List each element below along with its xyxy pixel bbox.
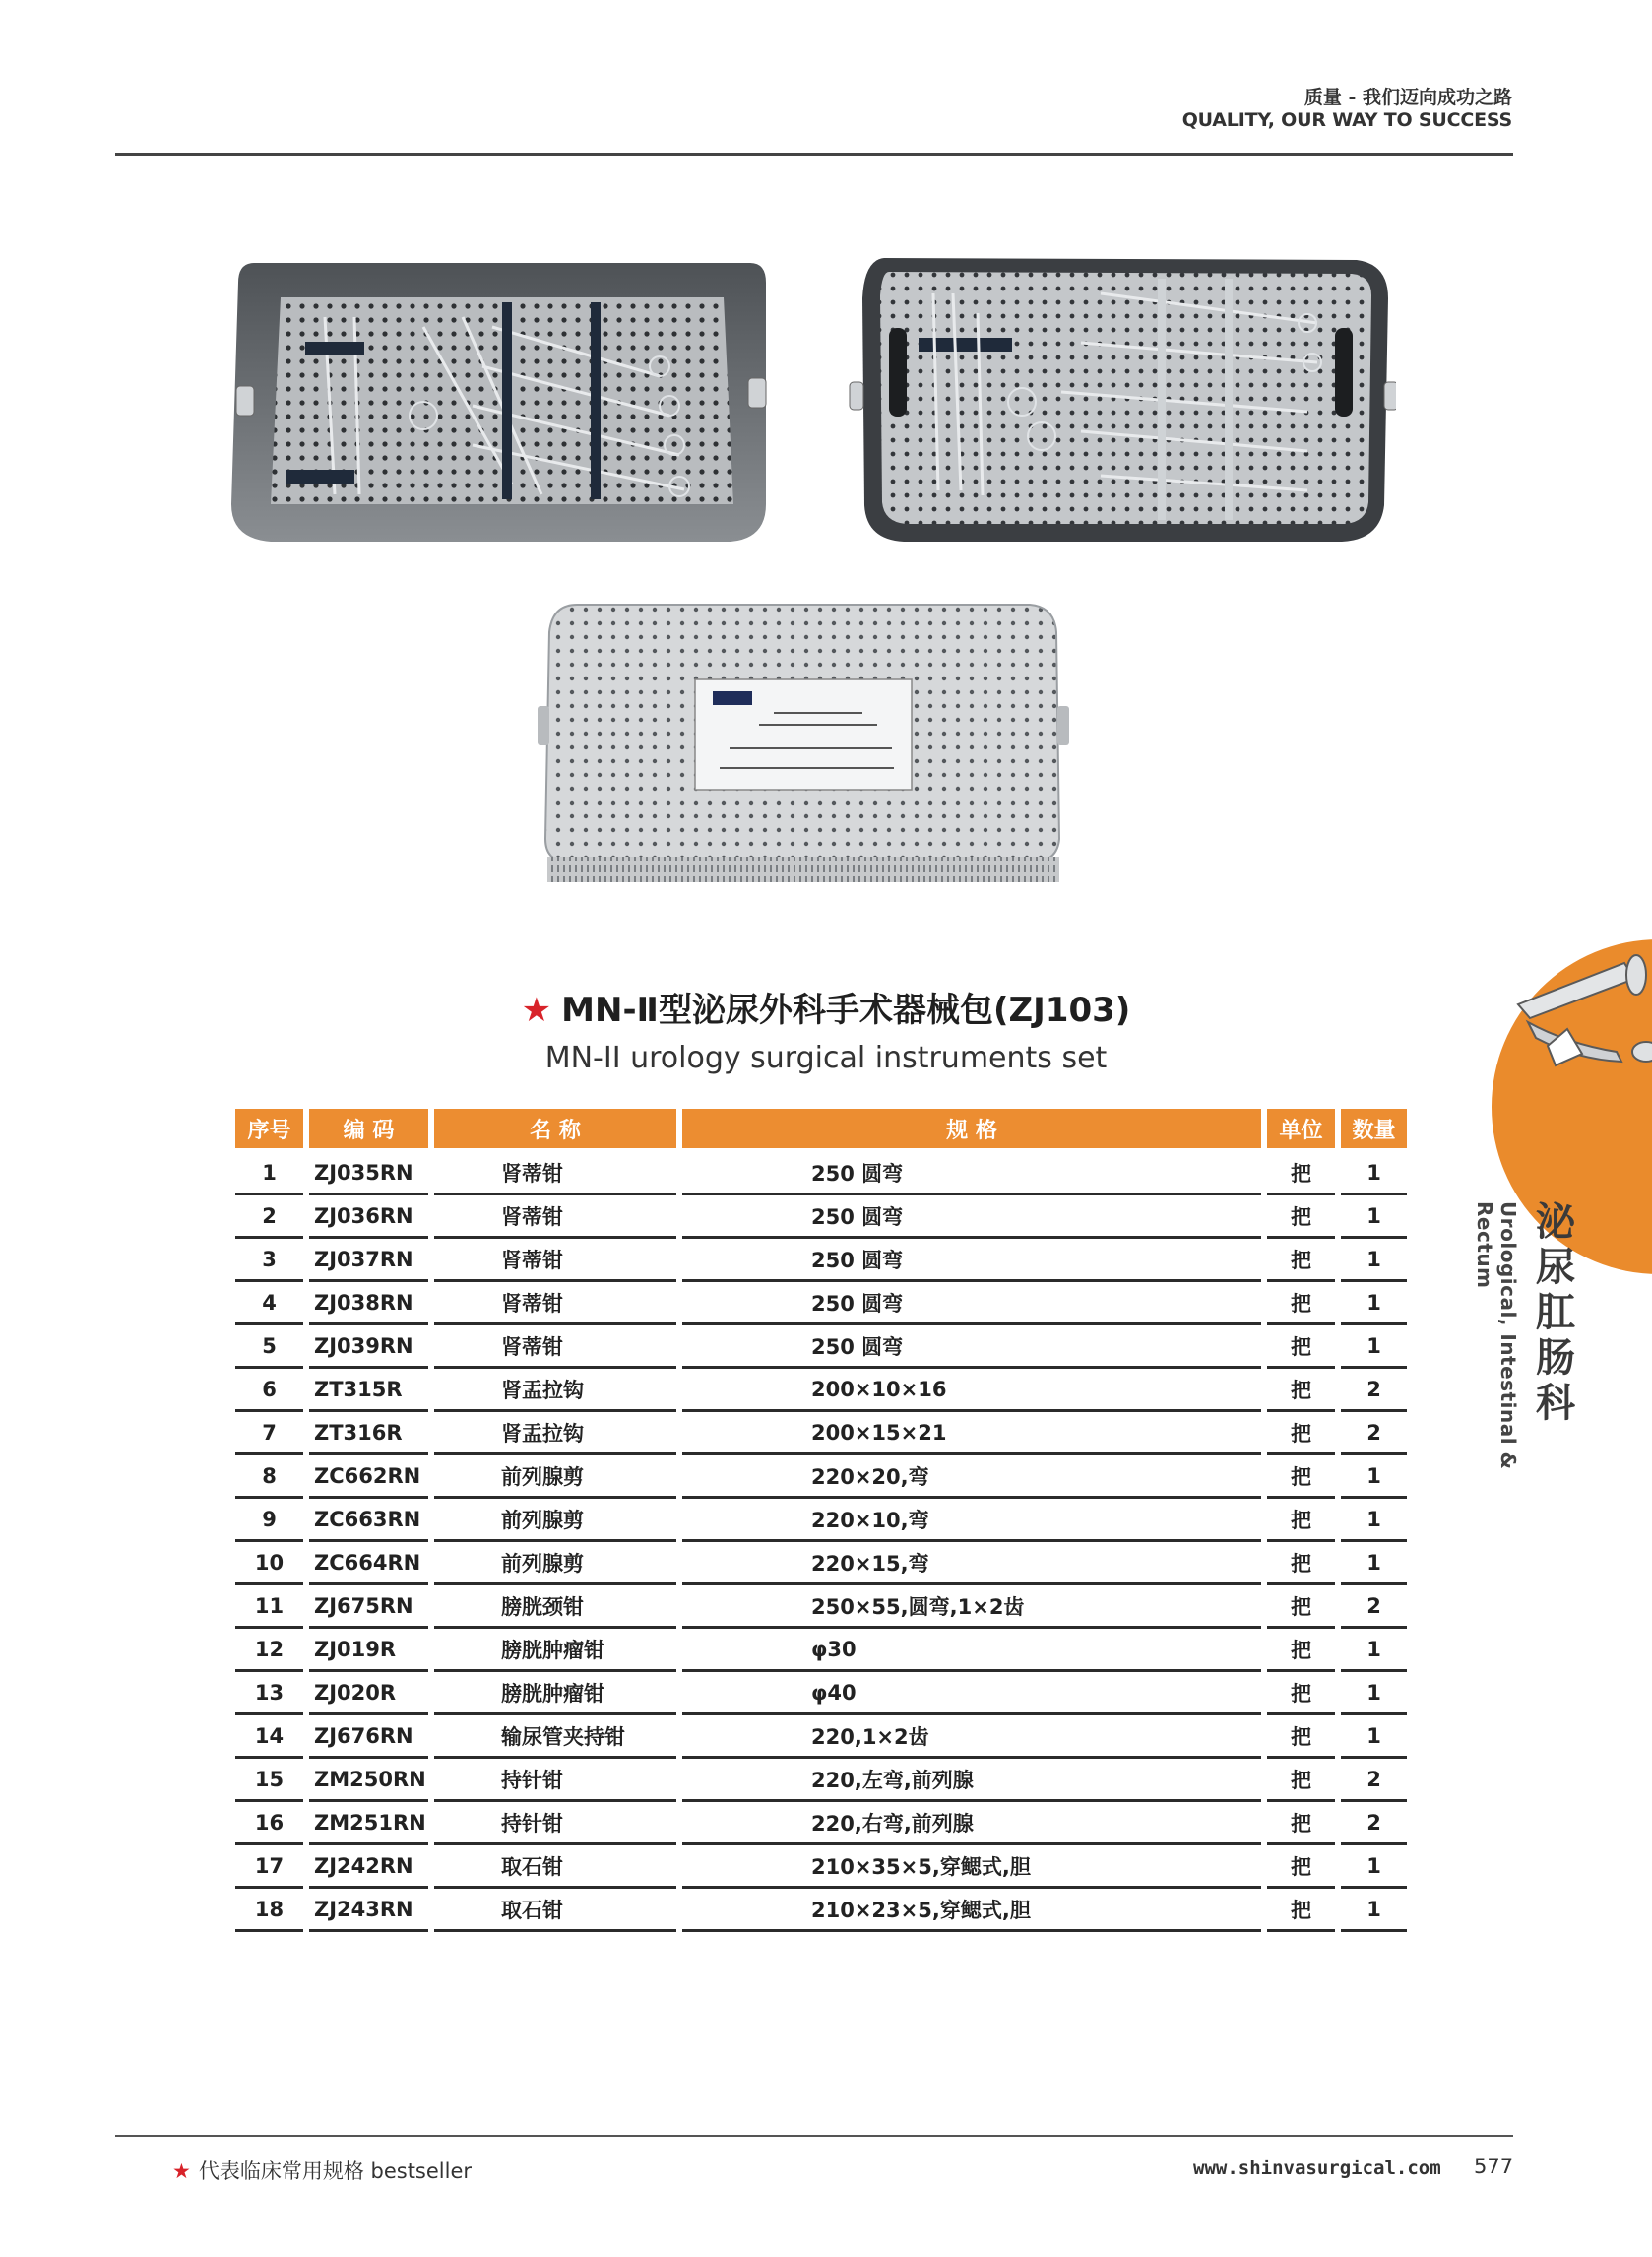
cell-spec: 250 圆弯 <box>682 1152 1261 1195</box>
cell-unit: 把 <box>1267 1889 1335 1932</box>
table-row <box>235 1325 1407 1369</box>
cell-no: 1 <box>235 1152 303 1195</box>
cell-name: 肾盂拉钩 <box>434 1412 676 1455</box>
cell-name: 肾蒂钳 <box>434 1195 676 1239</box>
cell-no: 6 <box>235 1369 303 1412</box>
cell-name: 持针钳 <box>434 1802 676 1845</box>
cell-name: 持针钳 <box>434 1759 676 1802</box>
cell-code: ZC664RN <box>309 1542 428 1585</box>
page-number: 577 <box>1474 2155 1514 2178</box>
table-row <box>235 1499 1407 1542</box>
cell-name: 肾蒂钳 <box>434 1282 676 1325</box>
product-title-cn-text: MN-Ⅱ型泌尿外科手术器械包(ZJ103) <box>561 991 1131 1030</box>
cell-code: ZJ038RN <box>309 1282 428 1325</box>
table-row <box>235 1282 1407 1325</box>
forceps-icon <box>1508 935 1652 1082</box>
table-row <box>235 1715 1407 1759</box>
cell-spec: 250 圆弯 <box>682 1325 1261 1369</box>
header-code: 编 码 <box>309 1109 428 1152</box>
cell-spec: φ40 <box>682 1672 1261 1715</box>
cell-no: 3 <box>235 1239 303 1282</box>
cell-qty: 1 <box>1341 1542 1407 1585</box>
cell-no: 13 <box>235 1672 303 1715</box>
cell-name: 前列腺剪 <box>434 1499 676 1542</box>
table-row <box>235 1369 1407 1412</box>
cell-no: 8 <box>235 1455 303 1499</box>
side-tab-label-en: Urological, Intestinal & Rectum <box>1473 1201 1520 1470</box>
cell-no: 4 <box>235 1282 303 1325</box>
cell-name: 肾蒂钳 <box>434 1152 676 1195</box>
cell-unit: 把 <box>1267 1455 1335 1499</box>
header-qty: 数量 <box>1341 1109 1407 1152</box>
cell-spec: 220,左弯,前列腺 <box>682 1759 1261 1802</box>
cell-code: ZJ036RN <box>309 1195 428 1239</box>
footer-note-text: 代表临床常用规格 bestseller <box>198 2160 473 2183</box>
table-row <box>235 1152 1407 1195</box>
cell-unit: 把 <box>1267 1845 1335 1889</box>
cell-qty: 1 <box>1341 1672 1407 1715</box>
cell-code: ZJ039RN <box>309 1325 428 1369</box>
cell-unit: 把 <box>1267 1715 1335 1759</box>
cell-unit: 把 <box>1267 1239 1335 1282</box>
cell-qty: 1 <box>1341 1239 1407 1282</box>
bestseller-star-icon: ★ <box>521 991 552 1030</box>
cell-code: ZJ037RN <box>309 1239 428 1282</box>
closed-tray-photo <box>538 603 1069 888</box>
cell-code: ZT316R <box>309 1412 428 1455</box>
cell-qty: 2 <box>1341 1802 1407 1845</box>
cell-no: 15 <box>235 1759 303 1802</box>
cell-spec: 250 圆弯 <box>682 1239 1261 1282</box>
cell-code: ZC663RN <box>309 1499 428 1542</box>
cell-no: 16 <box>235 1802 303 1845</box>
table-row <box>235 1455 1407 1499</box>
cell-name: 前列腺剪 <box>434 1542 676 1585</box>
cell-no: 10 <box>235 1542 303 1585</box>
cell-no: 2 <box>235 1195 303 1239</box>
cell-unit: 把 <box>1267 1802 1335 1845</box>
cell-qty: 2 <box>1341 1759 1407 1802</box>
cell-unit: 把 <box>1267 1325 1335 1369</box>
cell-spec: 250 圆弯 <box>682 1195 1261 1239</box>
cell-name: 取石钳 <box>434 1889 676 1932</box>
table-row <box>235 1412 1407 1455</box>
cell-name: 肾盂拉钩 <box>434 1369 676 1412</box>
cell-code: ZM250RN <box>309 1759 428 1802</box>
cell-spec: 220×20,弯 <box>682 1455 1261 1499</box>
cell-spec: 220×15,弯 <box>682 1542 1261 1585</box>
cell-code: ZT315R <box>309 1369 428 1412</box>
header-divider <box>115 153 1513 156</box>
cell-no: 5 <box>235 1325 303 1369</box>
table-row <box>235 1585 1407 1629</box>
cell-qty: 2 <box>1341 1412 1407 1455</box>
cell-name: 前列腺剪 <box>434 1455 676 1499</box>
cell-name: 输尿管夹持钳 <box>434 1715 676 1759</box>
footer-website-link[interactable]: www.shinvasurgical.com <box>1193 2158 1441 2179</box>
cell-code: ZJ676RN <box>309 1715 428 1759</box>
header-no: 序号 <box>235 1109 303 1152</box>
cell-spec: 200×10×16 <box>682 1369 1261 1412</box>
header-unit: 单位 <box>1267 1109 1335 1152</box>
cell-qty: 2 <box>1341 1369 1407 1412</box>
cell-unit: 把 <box>1267 1282 1335 1325</box>
table-header-row <box>235 1109 1407 1152</box>
cell-qty: 1 <box>1341 1152 1407 1195</box>
table-row <box>235 1629 1407 1672</box>
footer-star-icon: ★ <box>172 2160 191 2183</box>
cell-spec: 220,右弯,前列腺 <box>682 1802 1261 1845</box>
cell-spec: 250 圆弯 <box>682 1282 1261 1325</box>
side-tab-label-cn: 泌尿肛肠科 <box>1536 1199 1575 1426</box>
cell-qty: 1 <box>1341 1195 1407 1239</box>
table-row <box>235 1759 1407 1802</box>
cell-name: 膀胱颈钳 <box>434 1585 676 1629</box>
table-row <box>235 1889 1407 1932</box>
header-slogan-en: QUALITY, OUR WAY TO SUCCESS <box>1181 109 1512 131</box>
cell-name: 膀胱肿瘤钳 <box>434 1672 676 1715</box>
cell-no: 9 <box>235 1499 303 1542</box>
cell-name: 肾蒂钳 <box>434 1239 676 1282</box>
header-name: 名 称 <box>434 1109 676 1152</box>
cell-no: 11 <box>235 1585 303 1629</box>
cell-no: 14 <box>235 1715 303 1759</box>
footer-divider <box>115 2135 1513 2137</box>
table-row <box>235 1845 1407 1889</box>
cell-name: 肾蒂钳 <box>434 1325 676 1369</box>
cell-unit: 把 <box>1267 1585 1335 1629</box>
cell-unit: 把 <box>1267 1369 1335 1412</box>
cell-unit: 把 <box>1267 1672 1335 1715</box>
product-title-cn <box>0 983 1652 1031</box>
cell-qty: 2 <box>1341 1585 1407 1629</box>
cell-qty: 1 <box>1341 1499 1407 1542</box>
instrument-spec-table <box>229 1109 1413 1932</box>
cell-spec: 210×23×5,穿鳃式,胆 <box>682 1889 1261 1932</box>
cell-code: ZJ242RN <box>309 1845 428 1889</box>
cell-code: ZJ020R <box>309 1672 428 1715</box>
cell-name: 膀胱肿瘤钳 <box>434 1629 676 1672</box>
cell-unit: 把 <box>1267 1195 1335 1239</box>
cell-qty: 1 <box>1341 1889 1407 1932</box>
cell-spec: 220,1×2齿 <box>682 1715 1261 1759</box>
cell-code: ZJ675RN <box>309 1585 428 1629</box>
cell-qty: 1 <box>1341 1715 1407 1759</box>
cell-qty: 1 <box>1341 1845 1407 1889</box>
cell-qty: 1 <box>1341 1282 1407 1325</box>
cell-no: 17 <box>235 1845 303 1889</box>
cell-code: ZC662RN <box>309 1455 428 1499</box>
cell-qty: 1 <box>1341 1455 1407 1499</box>
table-row <box>235 1195 1407 1239</box>
cell-spec: φ30 <box>682 1629 1261 1672</box>
open-tray-photo-left <box>226 258 778 548</box>
cell-unit: 把 <box>1267 1759 1335 1802</box>
footer-bestseller-note <box>172 2156 472 2185</box>
cell-no: 7 <box>235 1412 303 1455</box>
cell-code: ZJ243RN <box>309 1889 428 1932</box>
cell-unit: 把 <box>1267 1152 1335 1195</box>
cell-qty: 1 <box>1341 1629 1407 1672</box>
cell-spec: 200×15×21 <box>682 1412 1261 1455</box>
table-row <box>235 1239 1407 1282</box>
cell-unit: 把 <box>1267 1629 1335 1672</box>
cell-code: ZJ035RN <box>309 1152 428 1195</box>
cell-spec: 220×10,弯 <box>682 1499 1261 1542</box>
table-row <box>235 1672 1407 1715</box>
cell-spec: 250×55,圆弯,1×2齿 <box>682 1585 1261 1629</box>
cell-no: 12 <box>235 1629 303 1672</box>
product-title-block <box>0 983 1652 1075</box>
cell-qty: 1 <box>1341 1325 1407 1369</box>
cell-code: ZM251RN <box>309 1802 428 1845</box>
cell-code: ZJ019R <box>309 1629 428 1672</box>
table-row <box>235 1542 1407 1585</box>
open-tray-photo-right <box>845 254 1396 549</box>
cell-unit: 把 <box>1267 1412 1335 1455</box>
cell-unit: 把 <box>1267 1542 1335 1585</box>
cell-name: 取石钳 <box>434 1845 676 1889</box>
product-title-en: MN-II urology surgical instruments set <box>544 1041 1108 1075</box>
header-spec: 规 格 <box>682 1109 1261 1152</box>
table-row <box>235 1802 1407 1845</box>
cell-spec: 210×35×5,穿鳃式,胆 <box>682 1845 1261 1889</box>
cell-unit: 把 <box>1267 1499 1335 1542</box>
header-slogan-cn: 质量 - 我们迈向成功之路 <box>1303 87 1512 108</box>
cell-no: 18 <box>235 1889 303 1932</box>
